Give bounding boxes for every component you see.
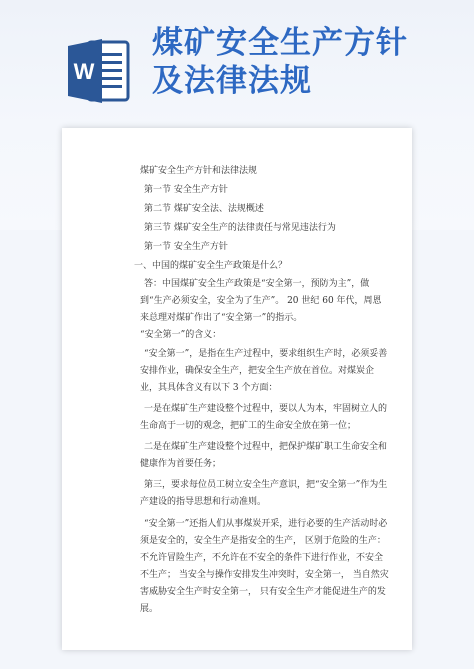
point-one-paragraph: 一是在煤矿生产建设整个过程中，要以人为本，牢固树立人的生命高于一切的观念，把矿工的生命安全放在第一位； <box>140 404 388 431</box>
meaning-heading: “安全第一”的含义： <box>140 330 222 340</box>
section-title: 第一节 安全生产方针 <box>144 242 228 252</box>
title-line-2: 及法律法规 <box>152 63 312 99</box>
point-two-paragraph: 二是在煤矿生产建设整个过程中，把保护煤矿职工生命安全和健康作为首要任务； <box>140 442 388 469</box>
question: 一、中国的煤矿安全生产政策是什么？ <box>134 261 288 271</box>
toc-item-3: 第三节 煤矿安全生产的法律责任与常见违法行为 <box>144 223 336 233</box>
word-icon <box>68 36 130 106</box>
toc-item-2: 第二节 煤矿安全法、法规概述 <box>144 204 264 214</box>
toc-item-1: 第一节 安全生产方针 <box>144 185 228 195</box>
meaning-intro-paragraph: “安全第一”，是指在生产过程中，要求组织生产时，必须妥善安排作业，确保安全生产，把安全生产放在首位。对煤炭企业，其具体含义有以下 3 个方面： <box>140 349 388 393</box>
title-line-1: 煤矿安全生产方针 <box>152 25 408 61</box>
svg-text:W: W <box>73 59 95 84</box>
document-title <box>152 24 462 100</box>
document-page <box>62 128 412 650</box>
document-heading: 煤矿安全生产方针和法律法规 <box>140 166 258 176</box>
closing-paragraph: “安全第一”还指人们从事煤炭开采，进行必要的生产活动时必须是安全的，安全生产是指安全的生产， 区别于危险的生产：不允许冒险生产，不允许在不安全的条件下进行作业，不安全不生产； 当安全与操作安排发生冲突时，安全第一， 当自然灾害威胁安全生产时安全第一， 只有安全生产才能促进生产的发展。 <box>140 519 389 614</box>
page-content <box>62 128 412 650</box>
point-three-paragraph: 第三，要求每位员工树立安全生产意识，把“安全第一”作为生产建设的指导思想和行动准则。 <box>140 480 388 507</box>
answer-paragraph: 答：中国煤矿安全生产政策是“安全第一，预防为主”，做到“生产必须安全，安全为了生产”。 20 世纪 60 年代，周恩来总理对煤矿作出了“安全第一”的指示。 <box>140 279 382 323</box>
